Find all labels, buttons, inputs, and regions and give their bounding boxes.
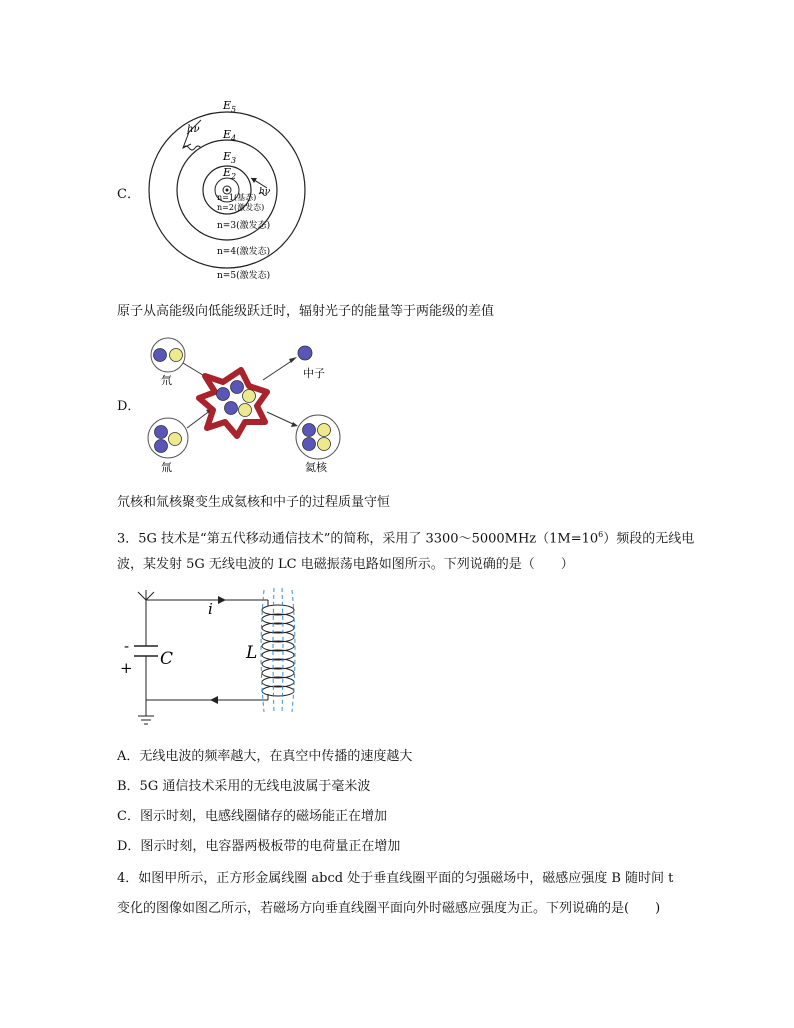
tritium-nucleus — [148, 418, 188, 458]
neutron-label: 中子 — [303, 367, 325, 380]
deuterium-label: 氘 — [161, 374, 172, 387]
lc-circuit — [118, 584, 308, 734]
label-e4: $E_4$ — [223, 128, 237, 143]
capacitor-plus: + — [120, 659, 133, 677]
label-e3: $E_3$ — [223, 150, 237, 165]
q4-line1: 4．如图甲所示，正方形金属线圈 abcd 处于垂直线圈平面的匀强磁场中，磁感应强度 B 随时间 t — [117, 871, 674, 886]
option-d-statement: 氘核和氚核聚变生成氦核和中子的过程质量守恒 — [117, 495, 391, 510]
helium-label: 氦核 — [305, 461, 327, 474]
return-arrow — [210, 696, 218, 704]
fusion-diagram — [143, 336, 353, 476]
photon-label-inner: hν — [259, 187, 271, 197]
state-n3: n=3(激发态) — [217, 221, 271, 231]
state-n5: n=5(激发态) — [217, 271, 271, 281]
photon-label-outer: hν — [187, 124, 200, 135]
q3-option-d[interactable]: D．图示时刻，电容器两极板带的电荷量正在增加 — [117, 839, 401, 854]
q3-stem-line2: 波，某发射 5G 无线电波的 LC 电磁振荡电路如图所示。下列说确的是（ ） — [117, 557, 574, 572]
helium-nucleus — [296, 415, 340, 459]
inductor-label: L — [246, 643, 258, 663]
capacitor-label: C — [160, 649, 174, 669]
tritium-label: 氚 — [161, 461, 172, 474]
state-n4: n=4(激发态) — [217, 247, 271, 257]
option-c-label: C． — [117, 187, 140, 202]
energy-level-diagram — [147, 98, 307, 288]
state-n2: n=2(激发态) — [217, 203, 265, 212]
label-e2: $E_2$ — [223, 166, 237, 181]
current-label: i — [208, 600, 213, 618]
q3-option-a[interactable]: A．无线电波的频率越大，在真空中传播的速度越大 — [117, 749, 413, 764]
q3-option-b[interactable]: B．5G 通信技术采用的无线电波属于毫米波 — [117, 779, 371, 794]
option-d-label: D． — [117, 399, 141, 414]
inductor-coil — [262, 605, 294, 696]
capacitor-minus: - — [124, 637, 130, 655]
label-e5: $E_5$ — [223, 99, 237, 114]
option-c-statement: 原子从高能级向低能级跃迁时，辐射光子的能量等于两能级的差值 — [117, 304, 495, 319]
neutron — [298, 346, 312, 360]
q3-option-c[interactable]: C．图示时刻，电感线圈储存的磁场能正在增加 — [117, 809, 387, 824]
q3-stem-line1: 3．5G 技术是“第五代移动通信技术”的简称，采用了 $3300\sim 5000MHz(1M=10^6)$频段的无线电 — [117, 530, 695, 547]
current-arrow — [218, 596, 226, 604]
state-n1: n=1(基态) — [217, 193, 257, 202]
q4-line2: 变化的图像如图乙所示，若磁场方向垂直线圈平面向外时磁感应强度为正。下列说确的是( ) — [117, 901, 661, 916]
